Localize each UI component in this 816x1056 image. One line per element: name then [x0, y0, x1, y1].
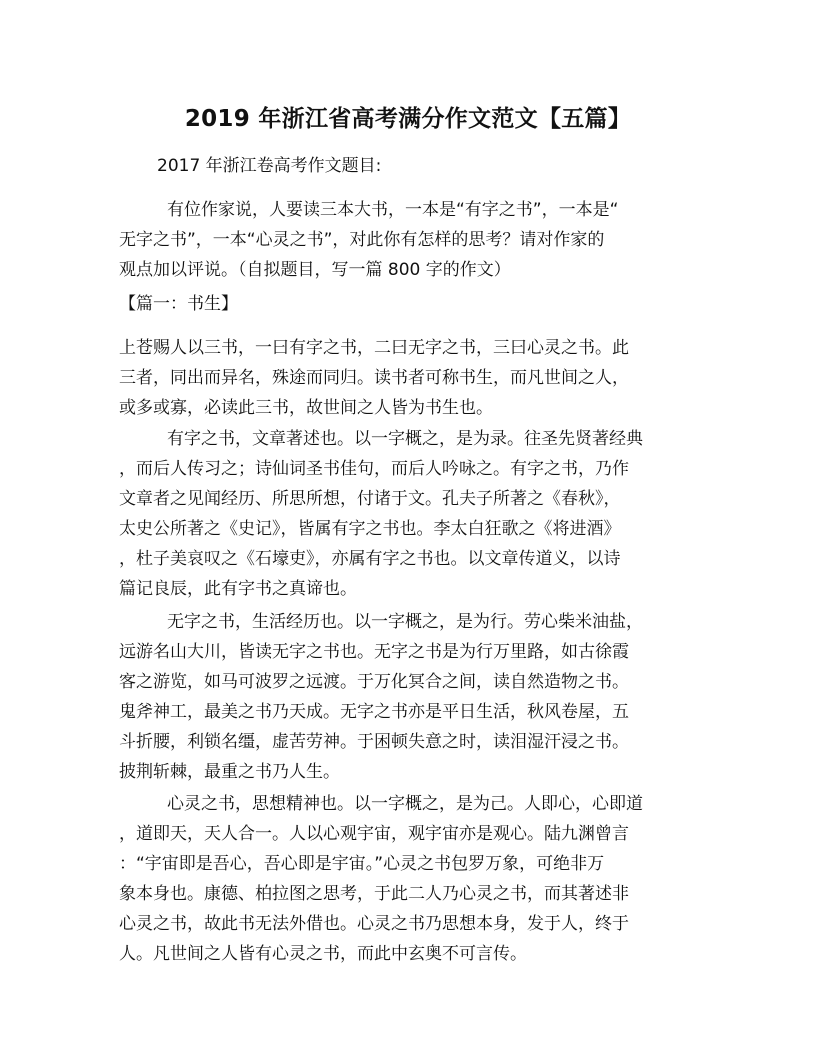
- paragraph-line: 心灵之书，故此书无法外借也。心灵之书乃思想本身，发于人，终于: [119, 914, 629, 934]
- paragraph-line: 文章者之见闻经历、所思所想，付诸于文。孔夫子所著之《春秋》，: [119, 489, 621, 509]
- paragraph-line: 篇记良辰，此有字书之真谛也。: [119, 579, 357, 599]
- paragraph-line: 太史公所著之《史记》，皆属有字之书也。李太白狂歌之《将进酒》: [119, 519, 621, 539]
- paragraph-line: ，而后人传习之；诗仙词圣书佳句，而后人吟咏之。有字之书，乃作: [119, 459, 629, 479]
- paragraph-line: 上苍赐人以三书，一曰有字之书，二曰无字之书，三曰心灵之书。此: [119, 338, 629, 358]
- paragraph-line: ，杜子美哀叹之《石壕吏》，亦属有字之书也。以文章传道义，以诗: [119, 549, 621, 569]
- document-title: 2019 年浙江省高考满分作文范文【五篇】: [184, 106, 632, 132]
- section-heading: 【篇一：书生】: [119, 294, 238, 314]
- exam-topic-label: 2017 年浙江卷高考作文题目:: [157, 156, 382, 176]
- paragraph-line: ，道即天，天人合一。人以心观宇宙，观宇宙亦是观心。陆九渊曾言: [119, 824, 629, 844]
- paragraph-line: 有字之书，文章著述也。以一字概之，是为录。往圣先贤著经典: [167, 429, 643, 449]
- paragraph-line: 无字之书，生活经历也。以一字概之，是为行。劳心柴米油盐，: [167, 612, 643, 632]
- paragraph-line: 远游名山大川，皆读无字之书也。无字之书是为行万里路，如古徐霞: [119, 642, 629, 662]
- paragraph-2: [119, 424, 697, 604]
- paragraph-line: 人。凡世间之人皆有心灵之书，而此中玄奥不可言传。: [119, 944, 527, 964]
- prompt-line: 观点加以评说。（自拟题目，写一篇 800 字的作文）: [119, 260, 511, 280]
- prompt-line: 有位作家说，人要读三本大书，一本是“有字之书”，一本是“: [167, 200, 619, 220]
- paragraph-1: [119, 333, 697, 423]
- paragraph-line: 斗折腰，利锁名缰，虚苦劳神。于困顿失意之时，读泪湿汗浸之书。: [119, 732, 629, 752]
- prompt-line: 无字之书”，一本“心灵之书”，对此你有怎样的思考？请对作家的: [119, 230, 605, 250]
- paragraph-line: 心灵之书，思想精神也。以一字概之，是为己。人即心，心即道: [167, 794, 643, 814]
- paragraph-line: ：“宇宙即是吾心，吾心即是宇宙。”心灵之书包罗万象，可绝非万: [119, 854, 605, 874]
- paragraph-3: [119, 607, 697, 787]
- paragraph-line: 鬼斧神工，最美之书乃天成。无字之书亦是平日生活，秋风卷屋，五: [119, 702, 629, 722]
- paragraph-line: 客之游览，如马可波罗之远渡。于万化冥合之间，读自然造物之书。: [119, 672, 629, 692]
- paragraph-line: 三者，同出而异名，殊途而同归。读书者可称书生，而凡世间之人，: [119, 368, 629, 388]
- paragraph-line: 披荆斩棘，最重之书乃人生。: [119, 762, 340, 782]
- paragraph-line: 或多或寡，必读此三书，故世间之人皆为书生也。: [119, 398, 493, 418]
- paragraph-line: 象本身也。康德、柏拉图之思考，于此二人乃心灵之书，而其著述非: [119, 884, 629, 904]
- essay-prompt: [119, 195, 697, 285]
- paragraph-4: [119, 789, 697, 969]
